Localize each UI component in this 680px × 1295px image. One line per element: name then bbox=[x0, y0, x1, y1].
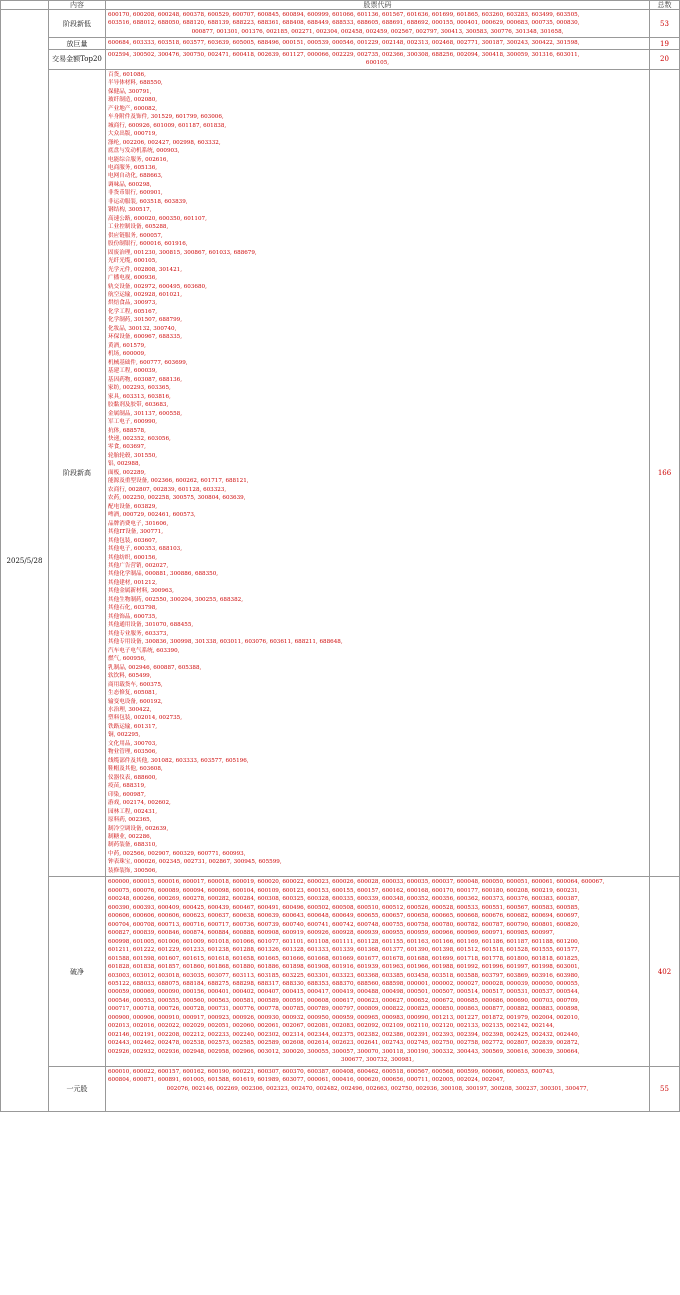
codes-line: 玻纤制造, 002080, bbox=[108, 97, 158, 104]
codes-line: 大众出版, 000719, bbox=[108, 131, 158, 138]
category-cell: 破净 bbox=[49, 877, 106, 1066]
total-cell: 53 bbox=[650, 10, 680, 38]
total-cell: 19 bbox=[650, 38, 680, 49]
table-row bbox=[1, 10, 680, 38]
codes-line: 家纺, 002293, 603365, bbox=[108, 385, 171, 392]
codes-line: 其他专业服务, 603373, bbox=[108, 630, 169, 637]
codes-line: 其他石化, 603798, bbox=[108, 605, 158, 612]
codes-line: 电网自动化, 688663, bbox=[108, 173, 163, 180]
codes-line: 金属制品, 301137, 600558, bbox=[108, 410, 182, 417]
codes-line: 鞋帽及其他, 603608, bbox=[108, 766, 163, 773]
codes-line: 其他饰品, 600735, bbox=[108, 613, 158, 620]
codes-line: 抗体, 688578, bbox=[108, 427, 146, 434]
codes-line: 其他电子, 600353, 688103, bbox=[108, 546, 182, 553]
table-row bbox=[1, 877, 680, 1066]
codes-line: 600804, 600871, 600891, 601005, 601588, 601619, 601989, 603077, 000061, 000416, 000620, 000656, 000711, 002005, 002024, 002047, bbox=[108, 1077, 505, 1084]
codes-line: 物业管理, 603506, bbox=[108, 749, 158, 756]
codes-line: 百货, 601086, bbox=[108, 71, 146, 78]
codes-line: 000900, 000906, 000910, 000917, 000923, 000926, 000930, 000932, 000950, 000959, 000965, 000983, 000990, 001213, 001227, 001872, 001979, 002004, 002010, bbox=[108, 1014, 580, 1021]
codes-line: 工业控制设备, 605288, bbox=[108, 224, 169, 231]
table-row bbox=[1, 69, 680, 877]
codes-line: 机场, 600009, bbox=[108, 351, 146, 358]
codes-line: 其他纺织, 600156, bbox=[108, 554, 158, 561]
codes-line: 603003, 603012, 603018, 603035, 603077, 603113, 603185, 603225, 603301, 603323, 603368, 603385, 603458, 603518, 603588, 603797, 603869, 603916, 603980, bbox=[108, 972, 580, 979]
codes-line: 光学元件, 002808, 301421, bbox=[108, 266, 182, 273]
table-row bbox=[1, 1066, 680, 1111]
codes-line: 家具, 603313, 603816, bbox=[108, 393, 171, 400]
codes-line: 化妆品, 300132, 300740, bbox=[108, 325, 177, 332]
codes-line: 供应链服务, 600057, bbox=[108, 232, 163, 239]
codes-line: 600000, 600015, 600016, 600017, 600018, 600019, 600020, 600022, 600023, 600026, 600028, 600033, 600035, 600037, 600048, 600050, 600051, 600061, 600064, 600067, bbox=[108, 879, 605, 886]
codes-line: 农药, 002250, 002258, 300575, 300804, 603639, bbox=[108, 495, 246, 502]
codes-line: 水治理, 300422, bbox=[108, 706, 152, 713]
table-row bbox=[1, 38, 680, 49]
codes-cell bbox=[106, 49, 650, 69]
codes-line bbox=[108, 1102, 647, 1110]
codes-line: 其他化学制品, 000881, 300886, 688350, bbox=[108, 571, 219, 578]
codes-line: 600010, 600022, 600157, 600162, 600190, 600221, 600307, 600370, 600387, 600408, 600462, 600518, 600567, 600568, 600599, 600606, 600653, 600743, bbox=[108, 1068, 555, 1075]
codes-line: 铝, 002988, bbox=[108, 461, 141, 468]
codes-line: 601828, 601838, 601857, 601860, 601868, 601880, 601886, 601898, 601908, 601916, 601939, 601963, 601966, 601988, 601992, 601996, 601997, 601998, 603001, bbox=[108, 964, 580, 971]
category-cell: 一元股 bbox=[49, 1066, 106, 1111]
codes-cell bbox=[106, 69, 650, 877]
codes-line: 啤酒, 000729, 002461, 600573, bbox=[108, 512, 196, 519]
codes-line: 600998, 601005, 601006, 601009, 601018, 601066, 601077, 601101, 601108, 601111, 601128, 601155, 601163, 601166, 601169, 601186, 601187, 601188, 601200, bbox=[108, 938, 580, 945]
codes-line: 002594, 300502, 300476, 300750, 002471, 600418, 002639, 601127, 000066, 002229, 002735, 002366, 300308, 688256, 002094, 300418, 300059, 301316, 603011, bbox=[108, 51, 580, 58]
codes-line: 002443, 002462, 002478, 002538, 002573, 002585, 002589, 002608, 002614, 002623, 002641, 002743, 002745, 002750, 002758, 002772, 002807, 002839, 002872, bbox=[108, 1040, 580, 1047]
total-cell: 402 bbox=[650, 877, 680, 1066]
codes-line: 钟表珠宝, 000026, 002345, 002731, 002867, 300945, 605599, bbox=[108, 859, 282, 866]
total-header: 总数 bbox=[650, 1, 680, 10]
content-header: 内容 bbox=[49, 1, 106, 10]
codes-line: 底盘与发动机系统, 000903, bbox=[108, 148, 180, 155]
codes-line: 固废治理, 001230, 300815, 300867, 601033, 688679, bbox=[108, 249, 257, 256]
codes-line: 环保设备, 600967, 688335, bbox=[108, 334, 182, 341]
total-cell: 20 bbox=[650, 49, 680, 69]
codes-line: 铜, 002295, bbox=[108, 732, 141, 739]
codes-line: 600606, 600606, 600606, 600623, 600637, 600638, 600639, 600643, 600648, 600649, 600655, 600657, 600658, 600665, 600668, 600676, 600682, 600694, 600697, bbox=[108, 913, 580, 920]
codes-line: 制药装备, 688310, bbox=[108, 842, 158, 849]
codes-line: 化学工程, 605167, bbox=[108, 308, 158, 315]
codes-line: 燃气, 600956, bbox=[108, 656, 146, 663]
codes-line: 600105, bbox=[365, 60, 390, 67]
codes-line: 涤纶, 002206, 002427, 002998, 603332, bbox=[108, 139, 221, 146]
codes-line: 光纤光缆, 600105, bbox=[108, 258, 158, 265]
table-body bbox=[1, 10, 680, 1112]
codes-line: 002013, 002016, 002022, 002029, 002051, 002060, 002061, 002067, 002081, 002083, 002092, 002109, 002110, 002120, 002133, 002135, 002142, 002144, bbox=[108, 1023, 555, 1030]
codes-line: 铁路运输, 601317, bbox=[108, 723, 158, 730]
codes-line: 000877, 001301, 001376, 002185, 002271, 002304, 002458, 002459, 002567, 002797, 300413, 300583, 300776, 301348, 301658, bbox=[191, 28, 564, 35]
codes-line: 胶黏剂及胶带, 603683, bbox=[108, 402, 169, 409]
codes-line: 商用载货车, 600375, bbox=[108, 681, 163, 688]
codes-line: 半导体材料, 688550, bbox=[108, 80, 163, 87]
codes-line: 000059, 000069, 000090, 000156, 000401, 000402, 000407, 000415, 000417, 000419, 000488, 000498, 000501, 000507, 000514, 000517, 000531, 000537, 000544, bbox=[108, 989, 580, 996]
codes-line: 品牌消费电子, 301606, bbox=[108, 520, 169, 527]
codes-line: 汽车电子电气系统, 603390, bbox=[108, 647, 180, 654]
codes-line: 605122, 688033, 688075, 688184, 688275, 688298, 688317, 688330, 688353, 688370, 688560, 688598, 000001, 000002, 000027, 000028, 000039, 000050, 000055, bbox=[108, 980, 580, 987]
codes-line: 600075, 600076, 600089, 600094, 600098, 600104, 600109, 600123, 600153, 600155, 600157, 600162, 600168, 600170, 600177, 600180, 600208, 600219, 600231, bbox=[108, 887, 580, 894]
codes-line: 电商服务, 605136, bbox=[108, 164, 158, 171]
codes-line: 乳制品, 002946, 600887, 605388, bbox=[108, 664, 202, 671]
codes-line: 线缆部件及其他, 301082, 603333, 603577, 605196, bbox=[108, 757, 249, 764]
total-cell: 55 bbox=[650, 1066, 680, 1111]
codes-line: 其他专用设备, 300836, 300998, 301338, 603011, 603076, 603611, 688211, 688648, bbox=[108, 639, 343, 646]
codes-line: 股份制银行, 600016, 601916, bbox=[108, 241, 188, 248]
codes-line: 600170, 600208, 600248, 600378, 600529, 600707, 600845, 600894, 600999, 601066, 601136, 601567, 601636, 601699, 601865, 603260, 603283, 603499, 603505, bbox=[108, 12, 580, 18]
codes-line: 非货币银行, 600901, bbox=[108, 190, 163, 197]
codes-line: 其他IT设备, 300771, bbox=[108, 529, 164, 536]
codes-line: 601588, 601598, 601607, 601615, 601618, 601658, 601665, 601666, 601668, 601669, 601677, 601678, 601688, 601699, 601718, 601778, 601800, 601818, 601825, bbox=[108, 955, 580, 962]
codes-line: 农商行, 002807, 002839, 601128, 603323, bbox=[108, 486, 227, 493]
codes-line: 其他通用设备, 301070, 688455, bbox=[108, 622, 194, 629]
codes-line: 原料药, 002365, bbox=[108, 817, 152, 824]
codes-line: 600248, 600266, 600269, 600278, 600282, 600284, 600308, 600325, 600328, 600335, 600339, 600348, 600352, 600356, 600362, 600373, 600376, 600383, 600387, bbox=[108, 896, 580, 903]
codes-line: 基因药物, 603087, 688136, bbox=[108, 376, 182, 383]
table-row bbox=[1, 49, 680, 69]
category-cell: 阶段新高 bbox=[49, 69, 106, 877]
codes-line: 化学制药, 301507, 688799, bbox=[108, 317, 182, 324]
codes-line: 面板, 002289, bbox=[108, 469, 146, 476]
codes-line: 000546, 000553, 000555, 000560, 000563, 000581, 000589, 000591, 000608, 000617, 000623, 000627, 000652, 000672, 000685, 000686, 000690, 000703, 000709, bbox=[108, 997, 580, 1004]
codes-line: 园林工程, 002431, bbox=[108, 808, 158, 815]
codes-line: 轮胎轮毂, 301550, bbox=[108, 452, 158, 459]
codes-line: 仪器仪表, 688600, bbox=[108, 774, 158, 781]
codes-line: 调味品, 600298, bbox=[108, 181, 152, 188]
codes-line: 高速公路, 600020, 600350, 601107, bbox=[108, 215, 207, 222]
codes-line: 军工电子, 600990, bbox=[108, 419, 158, 426]
codes-line: 钢结构, 300517, bbox=[108, 207, 152, 214]
codes-line: 城商行, 600926, 601009, 601187, 601838, bbox=[108, 122, 227, 129]
total-cell: 166 bbox=[650, 69, 680, 877]
codes-line: 广播电视, 600936, bbox=[108, 275, 158, 282]
codes-line: 制冷空调设备, 002639, bbox=[108, 825, 169, 832]
codes-line: 配电设备, 603829, bbox=[108, 503, 158, 510]
codes-line: 能源及重型设备, 002366, 600262, 601717, 688121, bbox=[108, 478, 249, 485]
codes-line: 002076, 002146, 002269, 002306, 002323, 002470, 002482, 002496, 002663, 002750, 002936, 300108, 300197, 300208, 300237, 300301, 300477, bbox=[166, 1085, 589, 1092]
codes-line: 软饮料, 605499, bbox=[108, 673, 152, 680]
codes-line: 电能综合服务, 002616, bbox=[108, 156, 169, 163]
codes-cell bbox=[106, 10, 650, 38]
codes-line: 基建工程, 600039, bbox=[108, 368, 158, 375]
codes-line: 保健品, 300791, bbox=[108, 88, 152, 95]
category-cell: 交易金额Top20 bbox=[49, 49, 106, 69]
codes-line: 装修装饰, 300506, bbox=[108, 867, 158, 874]
codes-line: 零食, 603697, bbox=[108, 444, 146, 451]
codes-line: 输变电设备, 600192, bbox=[108, 698, 163, 705]
codes-line: 002926, 002932, 002936, 002948, 002958, 002966, 003012, 300020, 300055, 300057, 300070, 300118, 300190, 300332, 300443, 300569, 300616, 300639, 300664, bbox=[108, 1048, 580, 1055]
codes-line: 600827, 600839, 600846, 600874, 600884, 600888, 600908, 600919, 600926, 600928, 600939, 600955, 600959, 600966, 600969, 600971, 600985, 600997, bbox=[108, 930, 555, 937]
codes-line: 生态修复, 605081, bbox=[108, 690, 158, 697]
codes-line: 603516, 688012, 688050, 688120, 688139, 688223, 688361, 688408, 688449, 688533, 688605, 688691, 688692, 000155, 000401, 000629, 000683, 000735, 000830, bbox=[108, 20, 580, 27]
codes-line: 其他包装, 603607, bbox=[108, 537, 158, 544]
codes-line: 疫苗, 688319, bbox=[108, 783, 146, 790]
codes-cell bbox=[106, 38, 650, 49]
codes-line bbox=[108, 1093, 647, 1101]
codes-line: 300677, 300732, 300981, bbox=[341, 1057, 414, 1064]
codes-line: 航空运输, 002928, 601021, bbox=[108, 292, 182, 298]
codes-line: 制糖业, 002286, bbox=[108, 834, 152, 840]
codes-line: 黄酒, 601579, bbox=[108, 342, 146, 349]
codes-line: 000717, 000718, 000726, 000728, 000731, 000776, 000778, 000785, 000789, 000797, 000809, 000822, 000825, 000850, 000863, 000877, 000882, 000883, 000898, bbox=[108, 1006, 580, 1013]
codes-line: 轨交设备, 002972, 600495, 603680, bbox=[108, 283, 207, 290]
codes-line: 601211, 601222, 601229, 601233, 601238, 601288, 601326, 601328, 601333, 601339, 601368, 601377, 601390, 601398, 601512, 601518, 601528, 601555, 601577, bbox=[108, 947, 580, 954]
codes-line: 其他生物制药, 002550, 300204, 300255, 688382, bbox=[108, 596, 243, 603]
codes-line: 其他金属新材料, 300963, bbox=[108, 588, 174, 595]
codes-line: 文化用品, 300703, bbox=[108, 740, 158, 747]
codes-cell bbox=[106, 877, 650, 1066]
codes-line: 600390, 600393, 600409, 600425, 600439, 600467, 600491, 600496, 600502, 600508, 600510, 600512, 600526, 600528, 600533, 600551, 600567, 600583, 600585, bbox=[108, 904, 580, 911]
codes-line: 产业地产, 600082, bbox=[108, 105, 158, 112]
header-row bbox=[1, 1, 680, 10]
category-cell: 放巨量 bbox=[49, 38, 106, 49]
codes-line: 非运动服装, 603518, 603839, bbox=[108, 198, 188, 205]
codes-line: 机械基础件, 600777, 603699, bbox=[108, 359, 188, 366]
codes-line: 600684, 603333, 603518, 603577, 603639, 605005, 688496, 000151, 000539, 000546, 001229, 002148, 002313, 002468, 002771, 300187, 300243, 300422, 301598, bbox=[108, 40, 580, 47]
codes-line: 其他建材, 001212, bbox=[108, 579, 158, 586]
codes-line: 游戏, 002174, 002602, bbox=[108, 800, 171, 807]
codes-line: 快递, 002352, 603056, bbox=[108, 435, 171, 442]
codes-header: 股票代码 bbox=[106, 1, 650, 10]
codes-cell bbox=[106, 1066, 650, 1111]
codes-line: 车身附件及饰件, 301529, 601799, 603006, bbox=[108, 114, 224, 121]
codes-line: 600704, 600708, 600713, 600716, 600717, 600736, 600739, 600740, 600741, 600742, 600748, 600755, 600758, 600780, 600782, 600787, 600790, 600801, 600820, bbox=[108, 921, 580, 928]
codes-line: 002146, 002191, 002208, 002212, 002233, 002240, 002302, 002314, 002344, 002375, 002382, 002386, 002391, 002393, 002394, 002398, 002425, 002432, 002440, bbox=[108, 1031, 580, 1038]
codes-line: 其他广告营销, 002027, bbox=[108, 563, 169, 569]
codes-line: 中药, 002566, 002907, 600329, 600771, 600993, bbox=[108, 850, 246, 857]
category-cell: 阶段新低 bbox=[49, 10, 106, 38]
codes-line: 烘焙食品, 300973, bbox=[108, 300, 158, 307]
codes-line: 塑料包装, 002014, 002735, bbox=[108, 715, 182, 722]
date-cell: 2025/5/28 bbox=[1, 10, 49, 1112]
date-header bbox=[1, 1, 49, 10]
codes-line: 印染, 600987, bbox=[108, 791, 146, 798]
